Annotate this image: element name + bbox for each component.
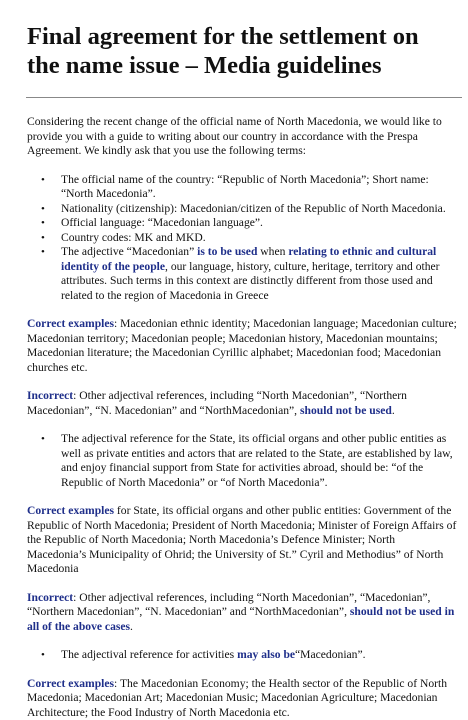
list-item: • The official name of the country: “Republic of North Macedonia”; Short name: “North Macedonia”. bbox=[27, 173, 457, 202]
bullet-icon: • bbox=[41, 648, 45, 663]
document-body bbox=[27, 115, 457, 720]
list-item: • Nationality (citizenship): Macedonian/citizen of the Republic of North Macedonia. bbox=[27, 202, 457, 217]
bullet-icon: • bbox=[41, 173, 45, 188]
intro-paragraph: Considering the recent change of the official name of North Macedonia, we would like to provide you with a guide to writing about our country in accordance with the Prespa Agreement. We kindly ask that you use the following terms: bbox=[27, 115, 457, 159]
activities-list bbox=[27, 648, 457, 663]
list-item-adjective: • The adjective “Macedonian” is to be used when relating to ethnic and cultural identity of the people, our language, history, culture, heritage, territory and other attributes. Such terms in this context are distinctly different from those used and related to the region of Macedonia in Greece bbox=[27, 245, 457, 303]
list-item: • The adjectival reference for the State, its official organs and other public entities as well as private entities and actors that are related to the State, are established by law, and enjoy financial support from State for activities abroad, should be: “of the Republic of North Macedonia” or “of North Macedonia”. bbox=[27, 432, 457, 490]
list-item: • Official language: “Macedonian language”. bbox=[27, 216, 457, 231]
bullet-icon: • bbox=[41, 432, 45, 447]
incorrect-examples-1: Incorrect: Other adjectival references, including “North Macedonian”, “Northern Macedonian”, “N. Macedonian” and “NorthMacedonian”, should not be used. bbox=[27, 389, 457, 418]
incorrect-examples-2: Incorrect: Other adjectival references, including “North Macedonian”, “Macedonian”, “Northern Macedonian”, “N. Macedonian” and “NorthMacedonian”, should not be used in all of the above cases. bbox=[27, 591, 457, 635]
list-item: • The adjectival reference for activities may also be“Macedonian”. bbox=[27, 648, 457, 663]
bullet-icon: • bbox=[41, 231, 45, 246]
state-list bbox=[27, 432, 457, 490]
terms-list bbox=[27, 173, 457, 304]
bullet-icon: • bbox=[41, 216, 45, 231]
document-title: Final agreement for the settlement on the name issue – Media guidelines bbox=[27, 22, 457, 80]
bullet-icon: • bbox=[41, 202, 45, 217]
correct-examples-3: Correct examples: The Macedonian Economy; the Health sector of the Republic of North Macedonia; Macedonian Art; Macedonian Music; Macedonian Agriculture; Macedonian Architecture; the Food Industry of North Macedonia etc. bbox=[27, 677, 457, 720]
correct-examples-1: Correct examples: Macedonian ethnic identity; Macedonian language; Macedonian culture; Macedonian territory; Macedonian people; Macedonian history, Macedonian mountains; Macedonian literature; the Macedonian Cyrillic alphabet; Macedonian food; Macedonian churches etc. bbox=[27, 317, 457, 375]
correct-examples-2: Correct examples for State, its official organs and other public entities: Government of the Republic of North Macedonia; President of North Macedonia; Minister of Foreign Affairs of the Republic of North Macedonia; North Macedonia’s Defence Minister; North Macedonia’s Municipality of Ohrid; the University of St.” Cyril and Methodius” of North Macedonia bbox=[27, 504, 457, 577]
list-item: • Country codes: MK and MKD. bbox=[27, 231, 457, 246]
title-divider bbox=[26, 97, 462, 98]
bullet-icon: • bbox=[41, 245, 45, 260]
